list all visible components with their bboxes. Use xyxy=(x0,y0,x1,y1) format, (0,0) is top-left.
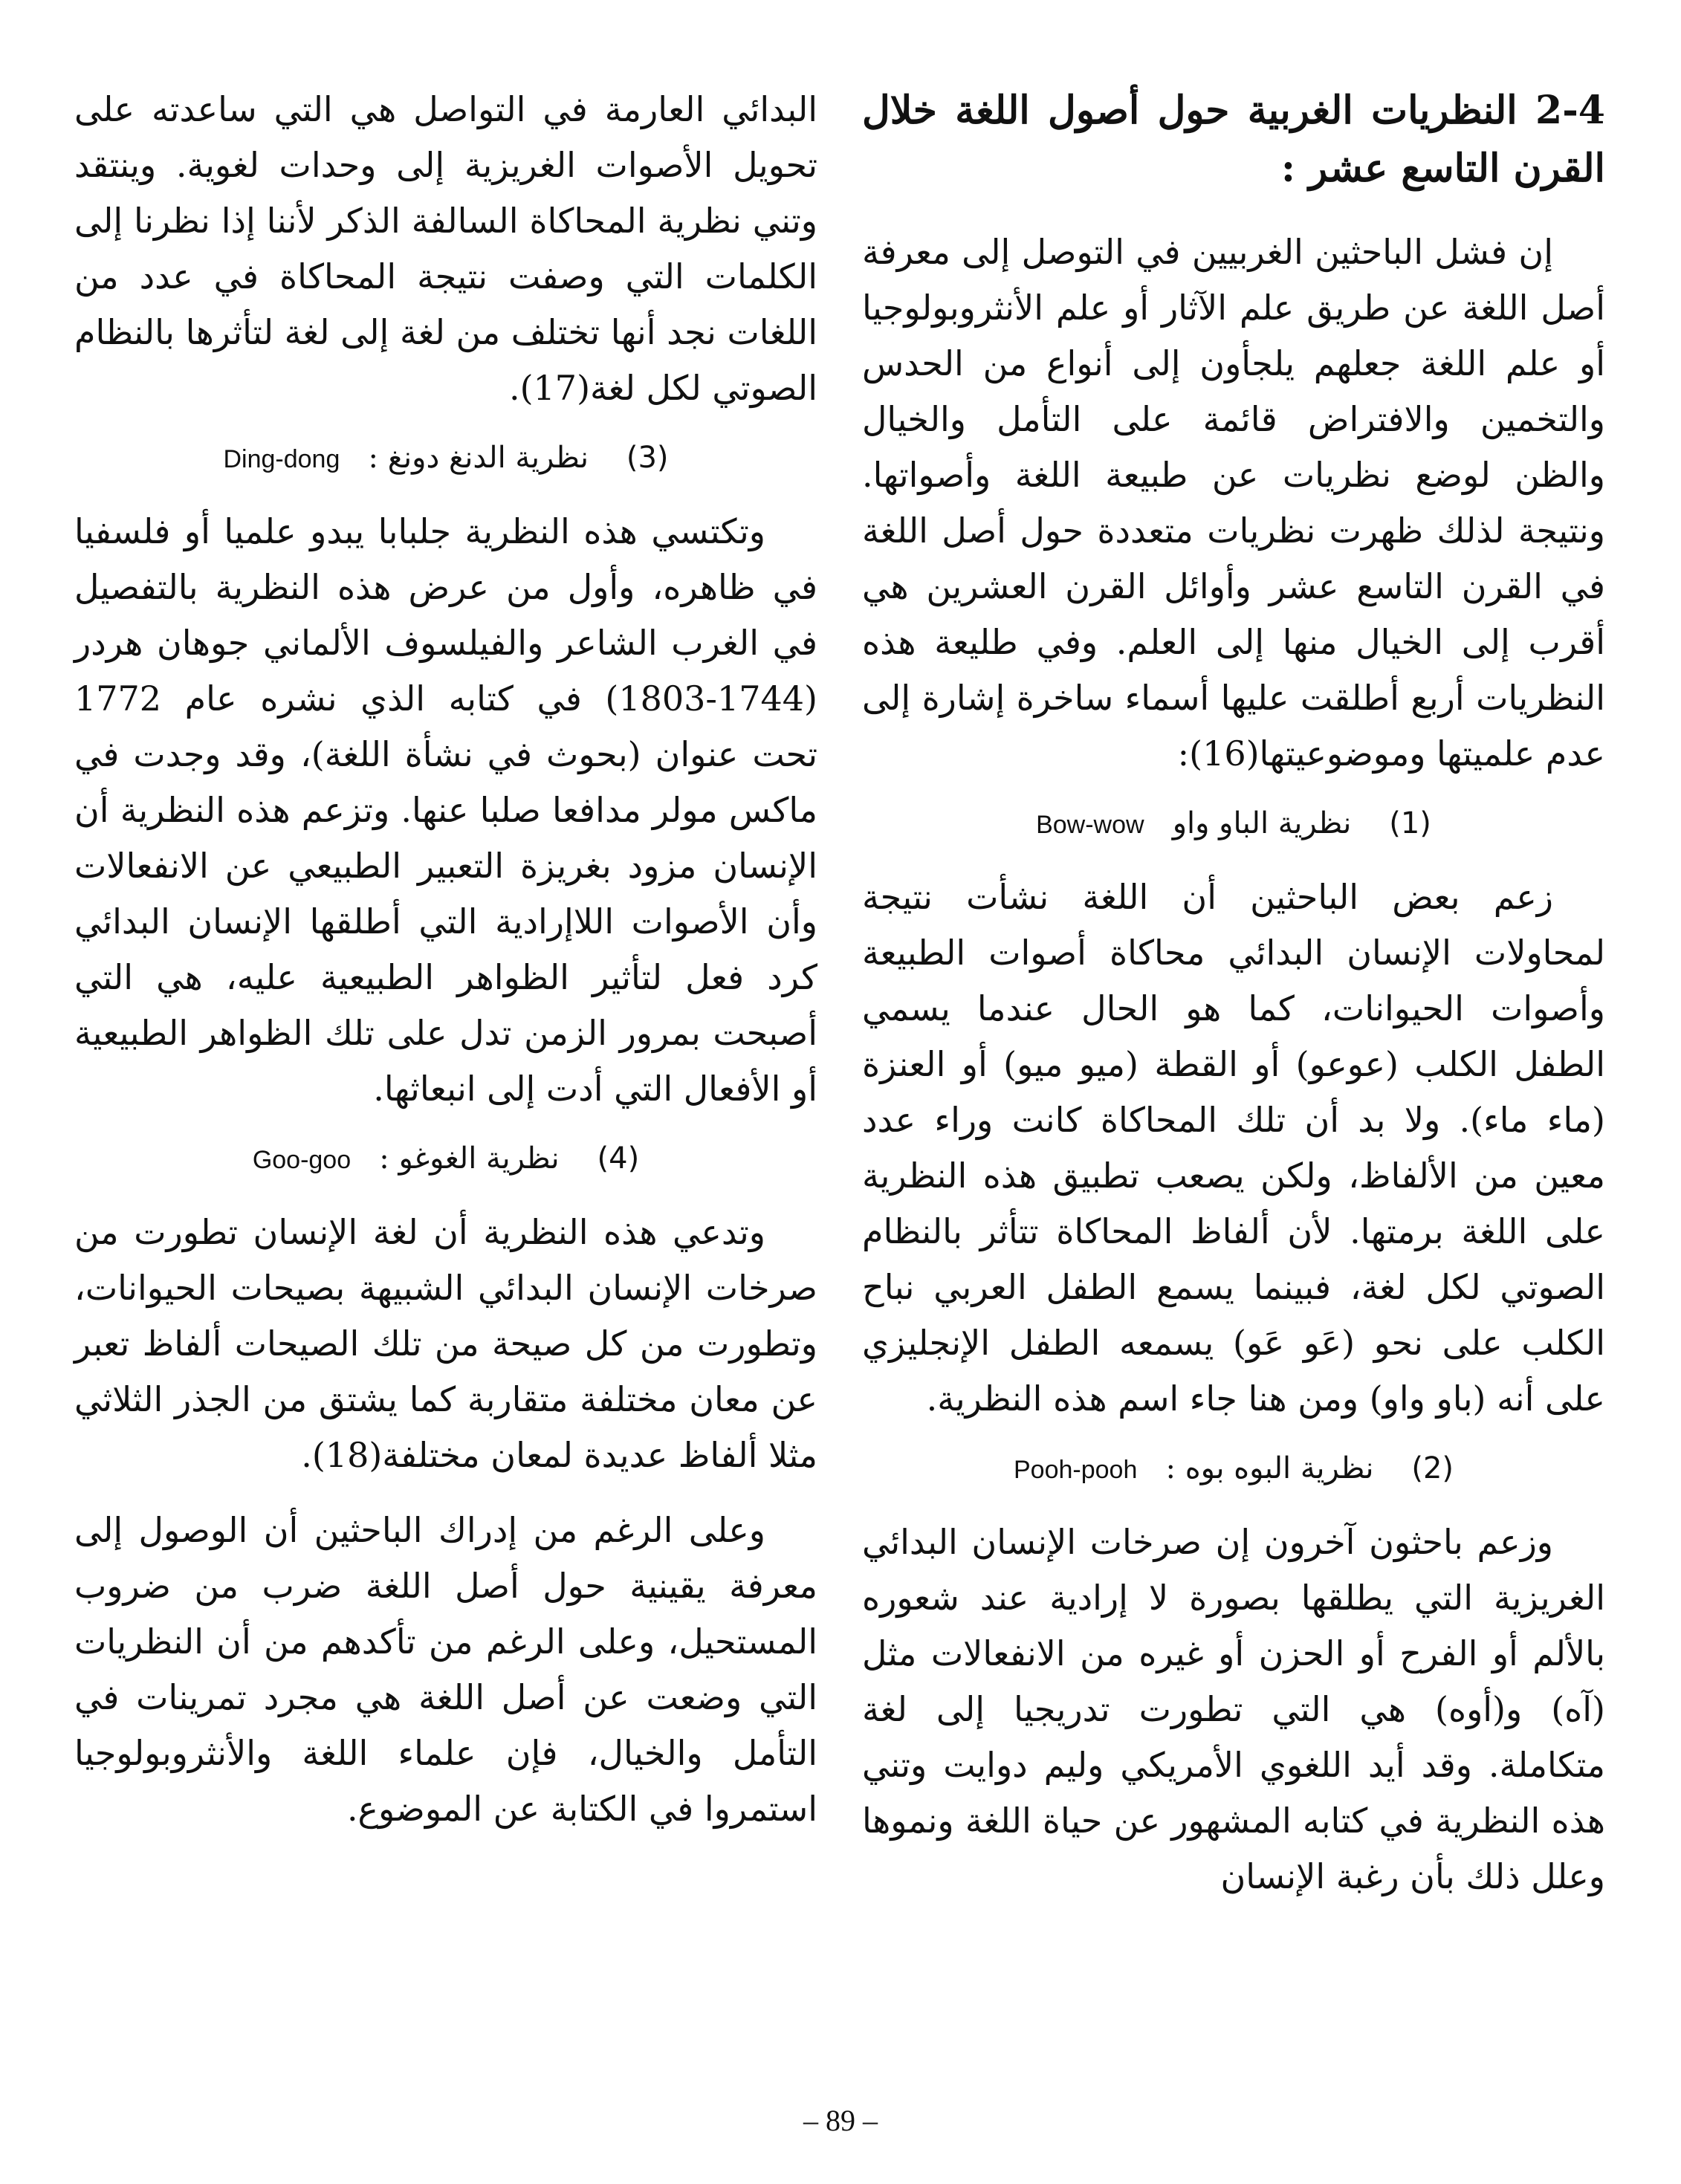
subheading-number: (1) xyxy=(1389,806,1431,840)
subheading-latin: Pooh-pooh xyxy=(1013,1456,1138,1484)
paragraph: زعم بعض الباحثين أن اللغة نشأت نتيجة لمحاولات الإنسان البدائي محاكاة أصوات الطبيعة وأصوات الحيوانات، كما هو الحال عندما يسمي الطفل الكلب (عوعو) أو القطة (ميو ميو) أو العنزة (ماء ماء). ولا بد أن تلك المحاكاة كانت وراء عدد معين من الألفاظ، ولكن يصعب تطبيق هذه النظرية على اللغة برمتها. لأن ألفاظ المحاكاة تتأثر بالنظام الصوتي لكل لغة، فبينما يسمع الطفل العربي نباح الكلب على نحو (عَو عَو) يسمعه الطفل الإنجليزي على أنه (باو واو) ومن هنا جاء اسم هذه النظرية. xyxy=(862,877,1605,1419)
paragraph: وتدعي هذه النظرية أن لغة الإنسان تطورت من صرخات الإنسان البدائي الشبيهة بصيحات الحيوانات، وتطورت من كل صيحة من تلك الصيحات ألفاظ تعبر عن معان مختلفة متقاربة كما يشتق من الجذر الثلاثي مثلا ألفاظ عديدة لمعان مختلفة(18). xyxy=(74,1212,817,1475)
right-column xyxy=(862,82,1605,1924)
subheading-latin: Ding-dong xyxy=(223,445,340,473)
subheading-arabic: نظرية البوه بوه : xyxy=(1165,1451,1374,1485)
subheading-number: (3) xyxy=(626,441,669,475)
subheading-arabic: نظرية الدنغ دونغ : xyxy=(368,441,589,475)
left-column xyxy=(74,82,817,1856)
subheading-bow-wow xyxy=(862,801,1605,847)
paragraph: إن فشل الباحثين الغربيين في التوصل إلى معرفة أصل اللغة عن طريق علم الآثار أو علم الأنثروبولوجيا أو علم اللغة جعلهم يلجأون إلى أنواع من الحدس والتخمين والافتراض قائمة على التأمل والخيال والظن لوضع نظريات عن طبيعة اللغة وأصواتها. ونتيجة لذلك ظهرت نظريات متعددة حول أصل اللغة في القرن التاسع عشر وأوائل القرن العشرين هي أقرب إلى الخيال منها إلى العلم. وفي طليعة هذه النظريات أربع أطلقت عليها أسماء ساخرة إشارة إلى عدم علميتها وموضوعيتها(16): xyxy=(862,232,1605,774)
paragraph: وتكتسي هذه النظرية جلبابا يبدو علميا أو فلسفيا في ظاهره، وأول من عرض هذه النظرية بالتفصيل في الغرب الشاعر والفيلسوف الألماني جوهان هردر (1744-1803) في كتابه الذي نشره عام 1772 تحت عنوان (بحوث في نشأة اللغة)، وقد وجدت في ماكس مولر مدافعا صلبا عنها. وتزعم هذه النظرية أن الإنسان مزود بغريزة التعبير الطبيعي عن الانفعالات وأن الأصوات اللاإرادية التي أطلقها الإنسان البدائي كرد فعل لتأثير الظواهر الطبيعية عليه، هي التي أصبحت بمرور الزمن تدل على تلك الظواهر الطبيعية أو الأفعال التي أدت إلى انبعاثها. xyxy=(74,511,817,1109)
paragraph: وزعم باحثون آخرون إن صرخات الإنسان البدائي الغريزية التي يطلقها بصورة لا إرادية عند شعوره بالألم أو الفرح أو الحزن أو غيره من الانفعالات مثل (آه) و(أوه) هي التي تطورت تدريجيا إلى لغة متكاملة. وقد أيد اللغوي الأمريكي وليم دوايت وتني هذه النظرية في كتابه المشهور عن حياة اللغة ونموها وعلل ذلك بأن رغبة الإنسان xyxy=(862,1522,1605,1896)
paragraph: البدائي العارمة في التواصل هي التي ساعدته على تحويل الأصوات الغريزية إلى وحدات لغوية. وينتقد وتني نظرية المحاكاة السالفة الذكر لأننا إذا نظرنا إلى الكلمات التي وصفت نتيجة المحاكاة في عدد من اللغات نجد أنها تختلف من لغة إلى لغة لتأثرها بالنظام الصوتي لكل لغة(17). xyxy=(74,89,817,408)
subheading-number: (4) xyxy=(597,1141,640,1176)
subheading-arabic: نظرية الباو واو xyxy=(1172,806,1352,840)
subheading-latin: Goo-goo xyxy=(252,1146,352,1174)
page-number: – 89 – xyxy=(803,2104,878,2137)
section-heading: 2-4 النظريات الغربية حول أصول اللغة خلال القرن التاسع عشر : xyxy=(862,88,1605,191)
subheading-number: (2) xyxy=(1411,1451,1454,1485)
subheading-pooh-pooh xyxy=(862,1446,1605,1492)
subheading-latin: Bow-wow xyxy=(1036,811,1144,839)
subheading-goo-goo xyxy=(74,1136,817,1182)
subheading-ding-dong xyxy=(74,435,817,482)
subheading-arabic: نظرية الغوغو : xyxy=(379,1141,560,1176)
paragraph: وعلى الرغم من إدراك الباحثين أن الوصول إلى معرفة يقينية حول أصل اللغة ضرب من ضروب المستحيل، وعلى الرغم من تأكدهم من أن النظريات التي وضعت عن أصل اللغة هي مجرد تمرينات في التأمل والخيال، فإن علماء اللغة والأنثروبولوجيا استمروا في الكتابة عن الموضوع. xyxy=(74,1510,817,1829)
